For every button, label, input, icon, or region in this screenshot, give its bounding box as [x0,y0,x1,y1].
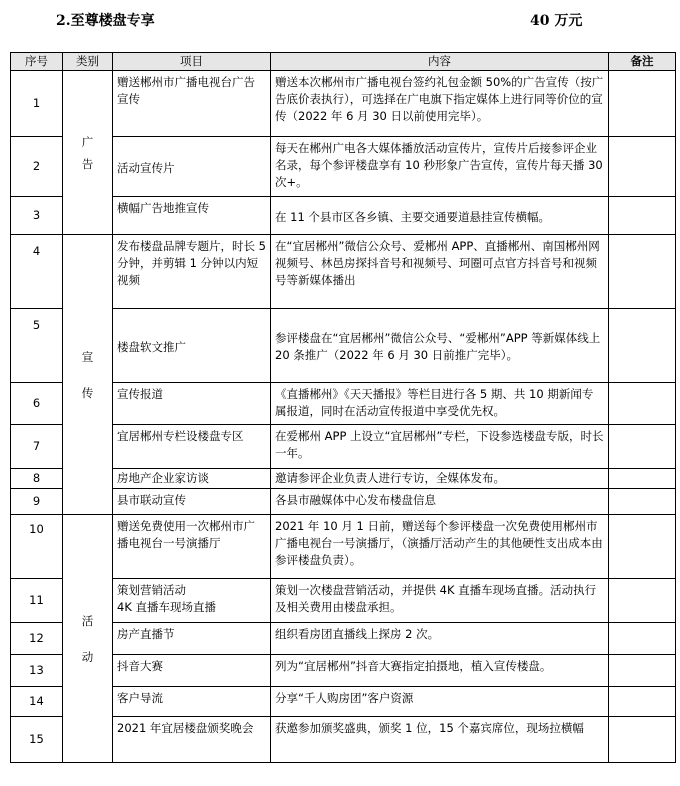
content-cell: 在 11 个县市区各乡镇、主要交通要道悬挂宣传横幅。 [271,197,609,235]
section-heading [0,0,680,40]
content-cell: 组织看房团直播线上探房 2 次。 [271,623,609,655]
item-cell: 2021 年宜居楼盘颁奖晚会 [113,717,271,763]
section-title: 2.至尊楼盘专享 [56,13,155,29]
item-cell: 发布楼盘品牌专题片，时长 5 分钟，并剪辑 1 分钟以内短视频 [113,235,271,309]
remark-cell [609,71,676,137]
remark-cell [609,309,676,383]
remark-cell [609,469,676,489]
row-number: 4 [11,235,63,309]
row-number: 14 [11,687,63,717]
header-remark: 备注 [609,53,676,71]
row-number: 1 [11,71,63,137]
category-activity: 活 动 [63,515,113,763]
item-cell: 宣传报道 [113,383,271,425]
content-cell: 在“宜居郴州”微信公众号、爱郴州 APP、直播郴州、南国郴州网视频号、林邑房探抖音号和视频号、珂圈可点官方抖音号和视频号等新媒体播出 [271,235,609,309]
item-cell: 县市联动宣传 [113,489,271,515]
content-cell: 每天在郴州广电各大媒体播放活动宣传片，宣传片后接参评企业名录，每个参评楼盘享有 10 秒形象广告宣传，宣传片每天播 30 次+。 [271,137,609,197]
remark-cell [609,687,676,717]
remark-cell [609,623,676,655]
category-promo: 宣 传 [63,235,113,515]
content-cell: 赠送本次郴州市广播电视台签约礼包金额 50%的广告宣传（按广告底价表执行），可选择在广电旗下指定媒体上进行同等价位的宣传（2022 年 6 月 30 日以前使用完毕）。 [271,71,609,137]
row-number: 13 [11,655,63,687]
content-cell: 获邀参加颁奖盛典，颁奖 1 位，15 个嘉宾席位，现场拉横幅 [271,717,609,763]
header-no: 序号 [11,53,63,71]
item-cell: 赠送免费使用一次郴州市广播电视台一号演播厅 [113,515,271,579]
item-cell: 策划营销活动 4K 直播车现场直播 [113,579,271,623]
row-number: 6 [11,383,63,425]
content-cell: 在爱郴州 APP 上设立“宜居郴州”专栏，下设参选楼盘专版，时长一年。 [271,425,609,469]
row-number: 12 [11,623,63,655]
package-amount: 40 万元 [530,13,583,29]
row-number: 2 [11,137,63,197]
remark-cell [609,197,676,235]
remark-cell [609,137,676,197]
remark-cell [609,235,676,309]
row-number: 9 [11,489,63,515]
item-cell: 横幅广告地推宣传 [113,197,271,235]
remark-cell [609,489,676,515]
content-cell: 邀请参评企业负责人进行专访，全媒体发布。 [271,469,609,489]
header-content: 内容 [271,53,609,71]
content-cell: 2021 年 10 月 1 日前，赠送每个参评楼盘一次免费使用郴州市广播电视台一号演播厅，（演播厅活动产生的其他硬性支出成本由参评楼盘负责）。 [271,515,609,579]
remark-cell [609,425,676,469]
table-header-row [11,53,676,71]
header-category: 类别 [63,53,113,71]
content-cell: 各县市融媒体中心发布楼盘信息 [271,489,609,515]
content-cell: 参评楼盘在“宜居郴州”微信公众号、“爱郴州”APP 等新媒体线上 20 条推广（2022 年 6 月 30 日前推广完毕）。 [271,309,609,383]
remark-cell [609,717,676,763]
row-number: 11 [11,579,63,623]
remark-cell [609,579,676,623]
item-cell: 活动宣传片 [113,137,271,197]
remark-cell [609,515,676,579]
row-number: 5 [11,309,63,383]
table-row [11,71,676,137]
row-number: 7 [11,425,63,469]
content-cell: 策划一次楼盘营销活动，并提供 4K 直播车现场直播。活动执行及相关费用由楼盘承担。 [271,579,609,623]
item-cell: 抖音大赛 [113,655,271,687]
item-cell: 赠送郴州市广播电视台广告宣传 [113,71,271,137]
table-row [11,235,676,309]
remark-cell [609,655,676,687]
item-cell: 宜居郴州专栏设楼盘专区 [113,425,271,469]
row-number: 3 [11,197,63,235]
table-row [11,515,676,579]
remark-cell [609,383,676,425]
benefits-table [10,52,676,763]
row-number: 10 [11,515,63,579]
row-number: 8 [11,469,63,489]
item-cell: 客户导流 [113,687,271,717]
header-item: 项目 [113,53,271,71]
row-number: 15 [11,717,63,763]
item-cell: 房产直播节 [113,623,271,655]
item-cell: 房地产企业家访谈 [113,469,271,489]
item-cell: 楼盘软文推广 [113,309,271,383]
content-cell: 分享“千人购房团”客户资源 [271,687,609,717]
content-cell: 列为“宜居郴州”抖音大赛指定拍摄地，植入宣传楼盘。 [271,655,609,687]
content-cell: 《直播郴州》《天天播报》等栏目进行各 5 期、共 10 期新闻专属报道，同时在活动宣传报道中享受优先权。 [271,383,609,425]
category-ad: 广 告 [63,71,113,235]
